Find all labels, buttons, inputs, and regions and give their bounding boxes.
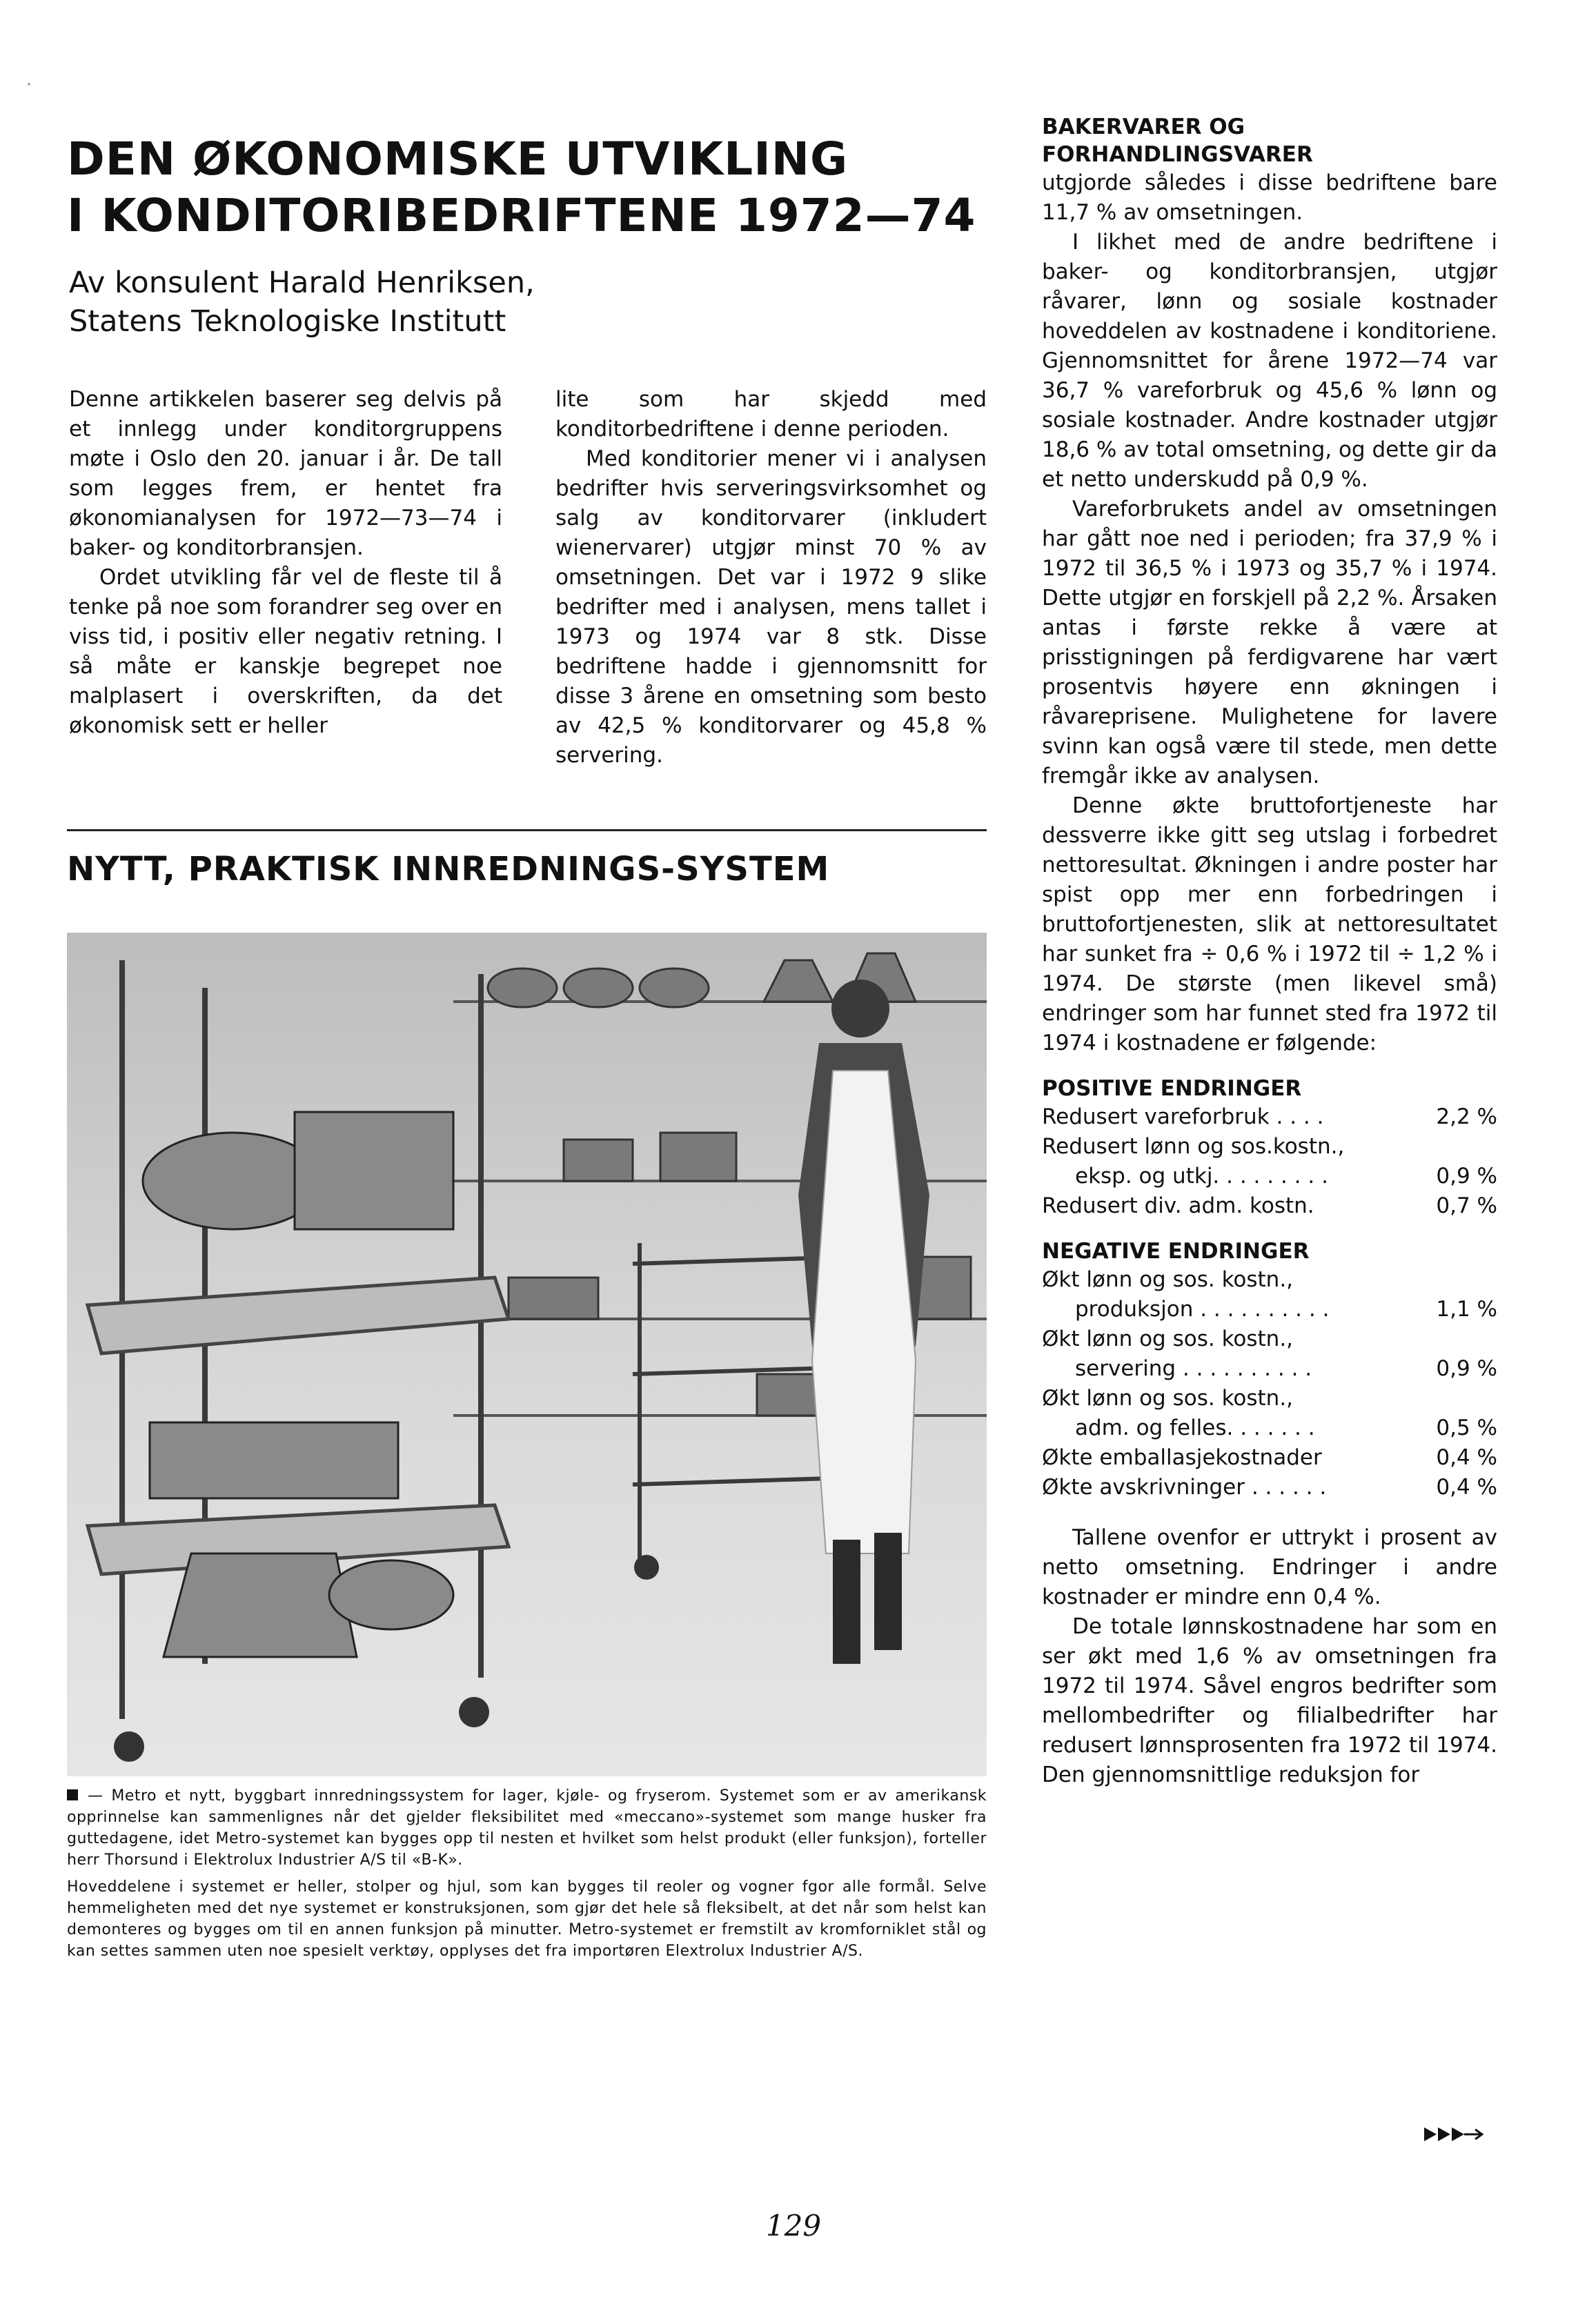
column-a-paragraph-2: Ordet utvikling får vel de fleste til å tenke på noe som forandrer seg over en viss tid, i positiv eller negativ retning. I så måte er kanskje begrepet noe malplasert i overskriften, da det økonomisk sett er heller (69, 565, 502, 738)
change-label: Økt lønn og sos. kostn., (1042, 1267, 1294, 1292)
column-c-paragraph-4: Denne økte bruttofortjeneste har dessverre ikke gitt seg utslag i forbedret nettoresultat. Økningen i andre poster har spist opp mer enn forbedringen i bruttofortjenesten, slik at nettoresultatet har sunket fra ÷ 0,6 % i 1972 til ÷ 1,2 % i 1974. De største (men likevel små) endringer som har funnet sted fra 1972 til 1974 i kostnadene er følgende: (1042, 793, 1497, 1055)
change-label: Økte avskrivninger . . . . . . (1042, 1475, 1327, 1500)
table-row (1042, 1354, 1497, 1384)
feature-photo (67, 933, 987, 1776)
positive-changes-table (1042, 1102, 1497, 1221)
table-row (1042, 1132, 1497, 1162)
table-row (1042, 1102, 1497, 1132)
table-row (1042, 1162, 1497, 1191)
heading-bakervarer-line-2: FORHANDLINGSVARER (1042, 142, 1313, 167)
heading-bakervarer (1042, 113, 1497, 168)
heading-positive-changes: POSITIVE ENDRINGER (1042, 1076, 1302, 1101)
column-c (1042, 113, 1497, 1790)
change-value: 1,1 % (1436, 1297, 1497, 1322)
column-b-paragraph-2: Med konditorier mener vi i analysen bedrifter hvis serveringsvirksomhet og salg av konditorvarer (inkludert wienervarer) utgjør minst 70 % av omsetningen. Det var i 1972 9 slike bedrifter med i analysen, mens tallet i 1973 og 1974 var 8 stk. Disse bedriftene hadde i gjennomsnitt for disse 3 årene en omsetning som besto av 42,5 % konditorvarer og 45,8 % servering. (555, 446, 987, 768)
change-label: Redusert lønn og sos.kostn., (1042, 1134, 1345, 1159)
change-label: eksp. og utkj. . . . . . . . . (1075, 1164, 1328, 1189)
title-line-2: I KONDITORIBEDRIFTENE 1972—74 (67, 189, 976, 242)
change-label: Redusert div. adm. kostn. (1042, 1193, 1314, 1218)
change-value: 0,4 % (1436, 1445, 1497, 1470)
column-b (555, 385, 987, 771)
shelving-photo-illustration (67, 933, 987, 1776)
column-c-paragraph-3: Vareforbrukets andel av omsetningen har gått noe ned i perioden; fra 37,9 % i 1972 til 36,5 % i 1973 og 35,7 % i 1974. Dette utgjør en forskjell på 2,2 %. Årsaken antas i første rekke å være at prisstigningen på ferdigvarene har vært prosentvis høyere enn økningen i råvareprisene. Mulighetene for lavere svinn kan også være til stede, men dette fremgår ikke av analysen. (1042, 497, 1497, 788)
change-value: 0,4 % (1436, 1475, 1497, 1500)
double-arrow-right-icon-svg (1421, 2123, 1483, 2145)
heading-bakervarer-line-1: BAKERVARER OG (1042, 115, 1245, 139)
change-label: produksjon . . . . . . . . . . (1075, 1297, 1330, 1322)
page-number: 129 (765, 2209, 822, 2243)
table-row (1042, 1265, 1497, 1295)
change-label: servering . . . . . . . . . . (1075, 1356, 1312, 1381)
change-value: 2,2 % (1436, 1104, 1497, 1129)
column-a (69, 385, 502, 741)
table-row (1042, 1473, 1497, 1502)
photo-caption (67, 1785, 987, 1967)
change-value: 0,9 % (1436, 1356, 1497, 1381)
article-title (67, 131, 998, 244)
table-row (1042, 1191, 1497, 1221)
feature-heading: NYTT, PRAKTISK INNREDNINGS-SYSTEM (67, 850, 830, 888)
column-c-paragraph-2: I likhet med de andre bedriftene i baker- og konditorbransjen, utgjør råvarer, lønn og sosiale kostnader hoveddelen av kostnadene i konditoriene. Gjennomsnittet for årene 1972—74 var 36,7 % vareforbruk og 45,6 % lønn og sosiale kostnader. Andre kostnader utgjør 18,6 % av total omsetning, og dette gir da et netto underskudd på 0,9 %. (1042, 230, 1498, 492)
double-arrow-right-icon (1421, 2123, 1483, 2145)
change-value: 0,9 % (1436, 1164, 1497, 1189)
table-row (1042, 1295, 1497, 1324)
change-label: Økte emballasjekostnader (1042, 1445, 1322, 1470)
column-c-paragraph-6: De totale lønnskostnadene har som en ser økt med 1,6 % av omsetningen fra 1972 til 1974. Såvel engros bedrifter som mellombedrifter og filialbedrifter har redusert lønnsprosenten fra 1972 til 1974. Den gjennomsnittlige reduksjon for (1042, 1614, 1497, 1787)
caption-paragraph-1 (67, 1785, 987, 1871)
caption-bullet-icon (67, 1789, 78, 1800)
byline-line-2: Statens Teknologiske Institutt (69, 304, 506, 339)
change-label: Økt lønn og sos. kostn., (1042, 1327, 1294, 1351)
caption-paragraph-1-text: — Metro et nytt, byggbart innredningssystem for lager, kjøle- og fryserom. Systemet som er av amerikansk opprinnelse kan sammenlignes når det gjelder fleksibilitet med «meccano»-systemet som mange husker fra guttedagene, idet Metro-systemet kan bygges opp til nesten et hvilket som helst produkt (eller funksjon), forteller herr Thorsund i Elektrolux Industrier A/S til «B-K». (67, 1787, 987, 1869)
caption-paragraph-2: Hoveddelene i systemet er heller, stolper og hjul, som kan bygges til reoler og vogner fgor alle formål. Selve hemmeligheten med det nye systemet er konstruksjonen, som gjør det hele så fleksibelt, at det når som helst kan demonteres og bygges om til en annen funksjon på minutter. Metro-systemet er fremstilt av kromforniklet stål og kan settes sammen uten noe spesielt verktøy, opplyses det fra importøren Elextrolux Industrier A/S. (67, 1878, 987, 1960)
table-row (1042, 1413, 1497, 1443)
change-value: 0,5 % (1436, 1416, 1497, 1440)
byline-line-1: Av konsulent Harald Henriksen, (69, 266, 535, 300)
scan-smudge (28, 83, 30, 86)
change-value: 0,7 % (1436, 1193, 1497, 1218)
table-row (1042, 1443, 1497, 1473)
heading-negative-changes: NEGATIVE ENDRINGER (1042, 1239, 1310, 1264)
column-c-paragraph-1: utgjorde således i disse bedriftene bare 11,7 % av omsetningen. (1042, 170, 1497, 225)
column-a-paragraph-1: Denne artikkelen baserer seg delvis på et innlegg under konditorgruppens møte i Oslo den 20. januar i år. De tall som legges frem, er hentet fra økonomianalysen for 1972—73—74 i baker- og konditorbransjen. (69, 387, 502, 560)
column-c-paragraph-5: Tallene ovenfor er uttrykt i prosent av netto omsetning. Endringer i andre kostnader er mindre enn 0,4 %. (1042, 1525, 1497, 1609)
table-row (1042, 1384, 1497, 1413)
column-b-paragraph-1: lite som har skjedd med konditorbedriftene i denne perioden. (555, 387, 987, 441)
title-line-1: DEN ØKONOMISKE UTVIKLING (67, 132, 849, 186)
change-label: Økt lønn og sos. kostn., (1042, 1386, 1294, 1411)
negative-changes-table (1042, 1265, 1497, 1502)
change-label: Redusert vareforbruk . . . . (1042, 1104, 1324, 1129)
byline (69, 264, 1000, 341)
table-row (1042, 1324, 1497, 1354)
change-label: adm. og felles. . . . . . . (1075, 1416, 1315, 1440)
section-divider (67, 829, 987, 831)
